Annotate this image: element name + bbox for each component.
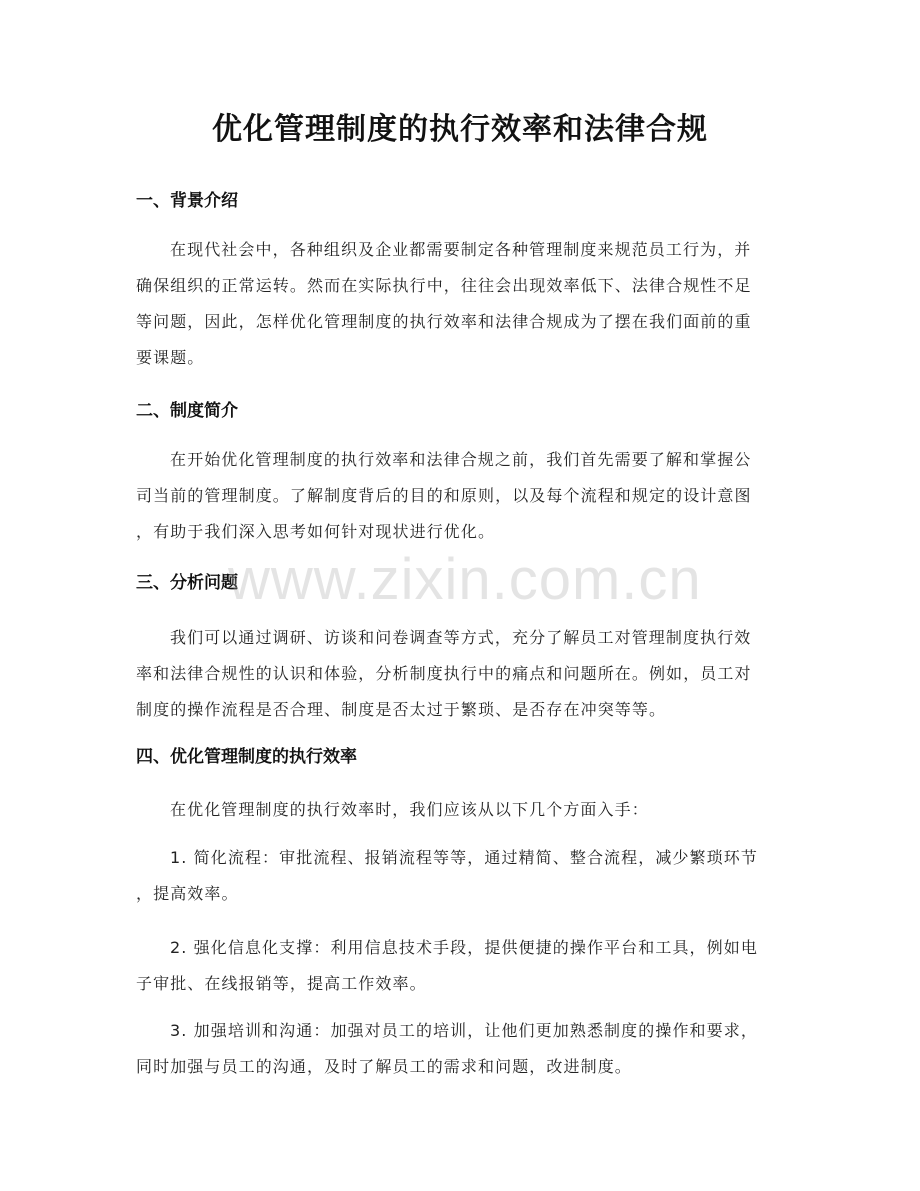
paragraph-line: 司当前的管理制度。了解制度背后的目的和原则，以及每个流程和规定的设计意图	[136, 486, 752, 505]
paragraph-line: 在现代社会中，各种组织及企业都需要制定各种管理制度来规范员工行为，并	[170, 240, 752, 259]
list-item-line: 2. 强化信息化支撑：利用信息技术手段，提供便捷的操作平台和工具，例如电	[170, 938, 758, 957]
list-item-line: 子审批、在线报销等，提高工作效率。	[136, 974, 427, 993]
list-item	[136, 840, 786, 912]
paragraph-line: 在开始优化管理制度的执行效率和法律合规之前，我们首先需要了解和掌握公	[170, 450, 752, 469]
section-heading-analysis: 三、分析问题	[136, 573, 238, 593]
list-item-line: 同时加强与员工的沟通，及时了解员工的需求和问题，改进制度。	[136, 1057, 632, 1076]
document-title: 优化管理制度的执行效率和法律合规	[212, 112, 708, 147]
list-item	[136, 1013, 786, 1085]
paragraph-intro	[136, 792, 786, 828]
paragraph-line: 率和法律合规性的认识和体验，分析制度执行中的痛点和问题所在。例如，员工对	[136, 664, 752, 683]
list-item-line: ，提高效率。	[136, 884, 239, 903]
section-heading-overview: 二、制度简介	[136, 401, 238, 421]
list-item-line: 3. 加强培训和沟通：加强对员工的培训，让他们更加熟悉制度的操作和要求，	[170, 1021, 758, 1040]
paragraph-line: ，有助于我们深入思考如何针对现状进行优化。	[136, 522, 496, 541]
watermark-text: www.zixin.com.cn	[228, 547, 702, 612]
paragraph-analysis	[136, 620, 786, 728]
paragraph-line: 制度的操作流程是否合理、制度是否太过于繁琐、是否存在冲突等等。	[136, 700, 667, 719]
list-item	[136, 930, 786, 1002]
paragraph-line: 要课题。	[136, 348, 205, 367]
paragraph-line: 等问题，因此，怎样优化管理制度的执行效率和法律合规成为了摆在我们面前的重	[136, 312, 752, 331]
section-heading-background: 一、背景介绍	[136, 191, 238, 211]
list-item-line: 1. 简化流程：审批流程、报销流程等等，通过精简、整合流程，减少繁琐环节	[170, 848, 758, 867]
section-heading-optimize-efficiency: 四、优化管理制度的执行效率	[136, 747, 357, 767]
paragraph-background	[136, 232, 786, 376]
paragraph-line: 在优化管理制度的执行效率时，我们应该从以下几个方面入手：	[170, 800, 649, 819]
paragraph-overview	[136, 442, 786, 550]
paragraph-line: 我们可以通过调研、访谈和问卷调查等方式，充分了解员工对管理制度执行效	[170, 628, 752, 647]
paragraph-line: 确保组织的正常运转。然而在实际执行中，往往会出现效率低下、法律合规性不足	[136, 276, 752, 295]
